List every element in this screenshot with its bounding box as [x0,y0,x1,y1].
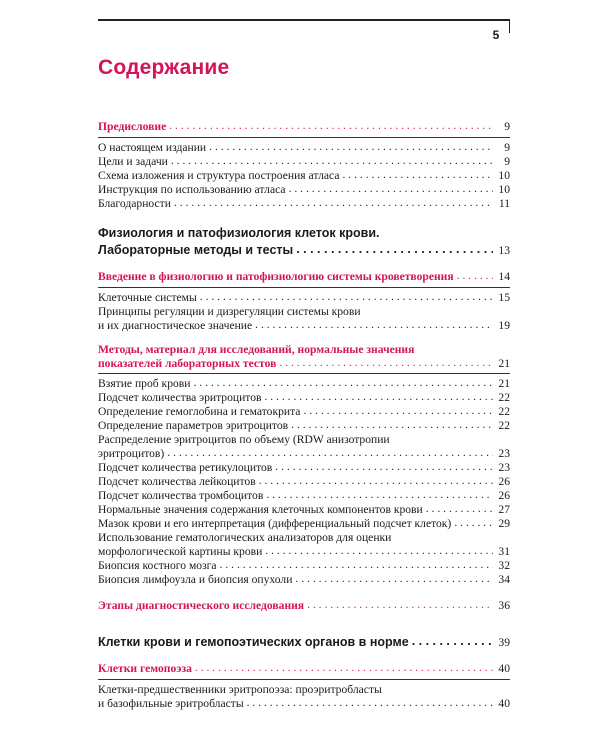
toc-entry-page: 29 [498,517,510,530]
toc-entry-title: Определение гемоглобина и гематокрита [98,405,301,418]
toc-entry-page: 10 [498,169,510,182]
toc-entry-line: Распределение эритроцитов по объему (RDW анизотропии [98,433,390,446]
toc-entry[interactable] [98,461,510,474]
leader-dots [200,290,493,303]
toc-entry-page: 31 [498,545,510,558]
section-rule [98,679,510,680]
leader-dots [296,243,493,256]
toc-entry-title: Взятие проб крови [98,377,191,390]
leader-dots [195,661,493,674]
leader-dots [265,544,493,557]
toc-entry-page: 40 [498,697,510,710]
toc-entry-page: 22 [498,391,510,404]
leader-dots [307,598,493,611]
toc-entry[interactable] [98,291,510,304]
toc-entry-line: Использование гематологических анализаторов для оценки [98,531,392,544]
toc-entry[interactable] [98,419,510,432]
toc-entry[interactable] [98,169,510,182]
toc-entry[interactable] [98,545,510,558]
toc-entry-title: Подсчет количества эритроцитов [98,391,262,404]
toc-entry-title: Биопсия лимфоузла и биопсия опухоли [98,573,293,586]
leader-dots [169,119,493,132]
toc-entry[interactable] [98,503,510,516]
toc-entry-page: 9 [504,155,510,168]
toc-entry[interactable] [98,391,510,404]
top-rule [98,19,510,21]
leader-dots [412,635,493,648]
toc-entry-title: Биопсия костного мозга [98,559,217,572]
toc-entry-methods[interactable] [98,357,510,370]
toc-entry[interactable] [98,377,510,390]
page-number: 5 [492,28,500,42]
toc-entry-intro[interactable] [98,270,510,283]
leader-dots [426,502,493,515]
toc-entry-page: 22 [498,405,510,418]
leader-dots [279,356,493,369]
toc-entry-page: 11 [498,197,510,210]
toc-entry-title: Лабораторные методы и тесты [98,243,294,257]
leader-dots [259,474,493,487]
leader-dots [255,318,493,331]
section-rule [98,287,510,288]
toc-entry-preface[interactable] [98,120,510,133]
toc-entry-line: Методы, материал для исследований, нормальные значения [98,343,415,356]
toc-entry-title: Введение в физиологию и патофизиологию системы кроветворения [98,270,454,283]
leader-dots [343,168,494,181]
toc-entry-page: 13 [498,244,510,257]
toc-entry-title: Мазок крови и его интерпретация (дифференциальный подсчет клеток) [98,517,452,530]
leader-dots [457,269,493,282]
toc-entry[interactable] [98,697,510,710]
toc-entry[interactable] [98,319,510,332]
toc-entry-page: 40 [498,662,510,675]
toc-entry-page: 14 [498,270,510,283]
toc-entry[interactable] [98,405,510,418]
toc-entry-page: 23 [498,461,510,474]
leader-dots [266,488,493,501]
toc-entry[interactable] [98,489,510,502]
section-rule [98,373,510,374]
toc-entry-page: 21 [498,357,510,370]
toc-entry-page: 39 [498,636,510,649]
leader-dots [247,696,493,709]
toc-entry-page: 32 [498,559,510,572]
leader-dots [291,418,493,431]
toc-part-1[interactable] [98,244,510,257]
toc-entry[interactable] [98,197,510,210]
toc-entry-page: 26 [498,475,510,488]
toc-entry-title: морфологической картины крови [98,545,263,558]
toc-entry-line: Принципы регуляции и дизрегуляции системы крови [98,305,361,318]
leader-dots [275,460,493,473]
toc-part-2[interactable] [98,636,510,649]
leader-dots [295,572,493,585]
leader-dots [209,140,493,153]
toc-entry-title: Нормальные значения содержания клеточных компонентов крови [98,503,423,516]
leader-dots [167,446,493,459]
leader-dots [171,154,493,167]
toc-entry-page: 27 [498,503,510,516]
part-title-line: Физиология и патофизиология клеток крови. [98,226,380,240]
toc-entry-title: Инструкция по использованию атласа [98,183,286,196]
toc-entry-page: 21 [498,377,510,390]
toc-entry-title: Клеточные системы [98,291,197,304]
toc-entry[interactable] [98,559,510,572]
toc-entry-title: Благодарности [98,197,171,210]
leader-dots [220,558,493,571]
leader-dots [454,516,493,529]
section-rule [98,137,510,138]
toc-entry-page: 22 [498,419,510,432]
toc-entry[interactable] [98,447,510,460]
toc-entry[interactable] [98,155,510,168]
toc-entry-title: Предисловие [98,120,167,133]
toc-entry-title: О настоящем издании [98,141,207,154]
toc-entry-page: 10 [498,183,510,196]
toc-entry[interactable] [98,573,510,586]
toc-entry-page: 15 [498,291,510,304]
toc-entry-title: Подсчет количества ретикулоцитов [98,461,273,474]
toc-entry-title: Клетки гемопоэза [98,662,192,675]
toc-entry[interactable] [98,475,510,488]
toc-entry-page: 26 [498,489,510,502]
toc-entry-page: 19 [498,319,510,332]
toc-entry-title: эритроцитов) [98,447,165,460]
leader-dots [303,404,493,417]
toc-entry-title: и базофильные эритробласты [98,697,244,710]
toc-entry[interactable] [98,183,510,196]
toc-entry-page: 9 [504,120,510,133]
toc-entry-page: 9 [504,141,510,154]
toc-entry-title: и их диагностическое значение [98,319,253,332]
leader-dots [264,390,493,403]
toc-entry-title: Цели и задачи [98,155,168,168]
leader-dots [193,376,493,389]
toc-entry-page: 36 [498,599,510,612]
leader-dots [174,196,493,209]
toc-entry-page: 34 [498,573,510,586]
toc-entry-title: Подсчет количества лейкоцитов [98,475,256,488]
toc-entry-line: Клетки-предшественники эритропоэза: проэритробласты [98,683,382,696]
toc-entry-page: 23 [498,447,510,460]
page-title: Содержание [98,56,230,79]
toc-entry-title: Определение параметров эритроцитов [98,419,289,432]
toc-entry-title: Подсчет количества тромбоцитов [98,489,264,502]
leader-dots [289,182,493,195]
toc-entry-title: Этапы диагностического исследования [98,599,305,612]
toc-entry-title: Клетки крови и гемопоэтических органов в норме [98,635,409,649]
toc-entry[interactable] [98,141,510,154]
toc-entry-title: показателей лабораторных тестов [98,357,277,370]
toc-entry-hemopoiesis[interactable] [98,662,510,675]
toc-entry[interactable] [98,517,510,530]
toc-entry-title: Схема изложения и структура построения атласа [98,169,340,182]
toc-entry-stages[interactable] [98,599,510,612]
